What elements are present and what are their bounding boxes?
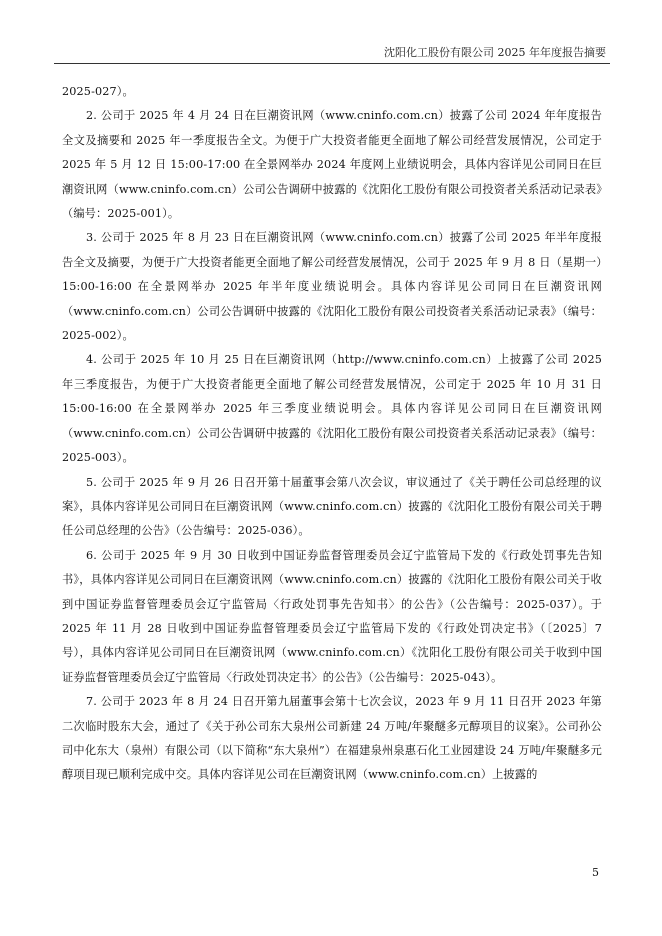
paragraph-item-3: 3. 公司于 2025 年 8 月 23 日在巨潮资讯网（www.cninfo.com.cn）披露了公司 2025 年半年度报告全文及摘要，为便于广大投资者能更全面地了解公司经营发展情况，公司于 2025 年 9 月 8 日（星期一）15:00-16:00 在全景网举办 2025 年半年度业绩说明会。具体内容详见公司同日在巨潮资讯网（www.cninfo.com.cn）公司公告调研中披露的《沈阳化工股份有限公司投资者关系活动记录表》（编号：2025-002）。 [62,231,602,343]
report-header-title: 沈阳化工股份有限公司 2025 年年度报告摘要 [384,46,606,59]
paragraph-item-4: 4. 公司于 2025 年 10 月 25 日在巨潮资讯网（http://www.cninfo.com.cn）上披露了公司 2025 年三季度报告，为便于广大投资者能更全面地了解公司经营发展情况，公司定于 2025 年 10 月 31 日 15:00-16:00 在全景网举办 2025 年三季度业绩说明会。具体内容详见公司同日在巨潮资讯网（www.cninfo.com.cn）公司公告调研中披露的《沈阳化工股份有限公司投资者关系活动记录表》（编号：2025-003）。 [62,353,602,465]
document-body [62,80,602,788]
paragraph-item-7: 7. 公司于 2023 年 8 月 24 日召开第九届董事会第十七次会议，2023 年 9 月 11 日召开 2023 年第二次临时股东大会，通过了《关于孙公司东大泉州公司新建 24 万吨/年聚醚多元醇项目的议案》。公司孙公司中化东大（泉州）有限公司（以下简称“东大泉州”）在福建泉州泉惠石化工业园建设 24 万吨/年聚醚多元醇项目现已顺利完成中交。具体内容详见公司在巨潮资讯网（www.cninfo.com.cn）上披露的 [62,695,602,782]
paragraph-item-6: 6. 公司于 2025 年 9 月 30 日收到中国证券监督管理委员会辽宁监管局下发的《行政处罚事先告知书》，具体内容详见公司同日在巨潮资讯网（www.cninfo.com.cn）披露的《沈阳化工股份有限公司关于收到中国证券监督管理委员会辽宁监管局〈行政处罚事先告知书〉的公告》（公告编号：2025-037）。于 2025 年 11 月 28 日收到中国证券监督管理委员会辽宁监管局下发的《行政处罚决定书》（〔2025〕7 号），具体内容详见公司同日在巨潮资讯网（www.cninfo.com.cn）《沈阳化工股份有限公司关于收到中国证券监督管理委员会辽宁监管局〈行政处罚决定书〉的公告》（公告编号：2025-043）。 [62,548,602,684]
header-divider [54,63,610,64]
paragraph-item-2: 2. 公司于 2025 年 4 月 24 日在巨潮资讯网（www.cninfo.com.cn）披露了公司 2024 年年度报告全文及摘要和 2025 年一季度报告全文。为便于广大投资者能更全面地了解公司经营发展情况，公司定于 2025 年 5 月 12 日 15:00-17:00 在全景网举办 2024 年度网上业绩说明会，具体内容详见公司同日在巨潮资讯网（www.cninfo.com.cn）公司公告调研中披露的《沈阳化工股份有限公司投资者关系活动记录表》（编号：2025-001）。 [62,109,602,221]
paragraph-item-5: 5. 公司于 2025 年 9 月 26 日召开第十届董事会第八次会议，审议通过了《关于聘任公司总经理的议案》，具体内容详见公司同日在巨潮资讯网（www.cninfo.com.cn）披露的《沈阳化工股份有限公司关于聘任公司总经理的公告》（公告编号：2025-036）。 [62,475,602,538]
page-number: 5 [592,866,599,879]
paragraph-continuation: 2025-027）。 [62,85,134,98]
